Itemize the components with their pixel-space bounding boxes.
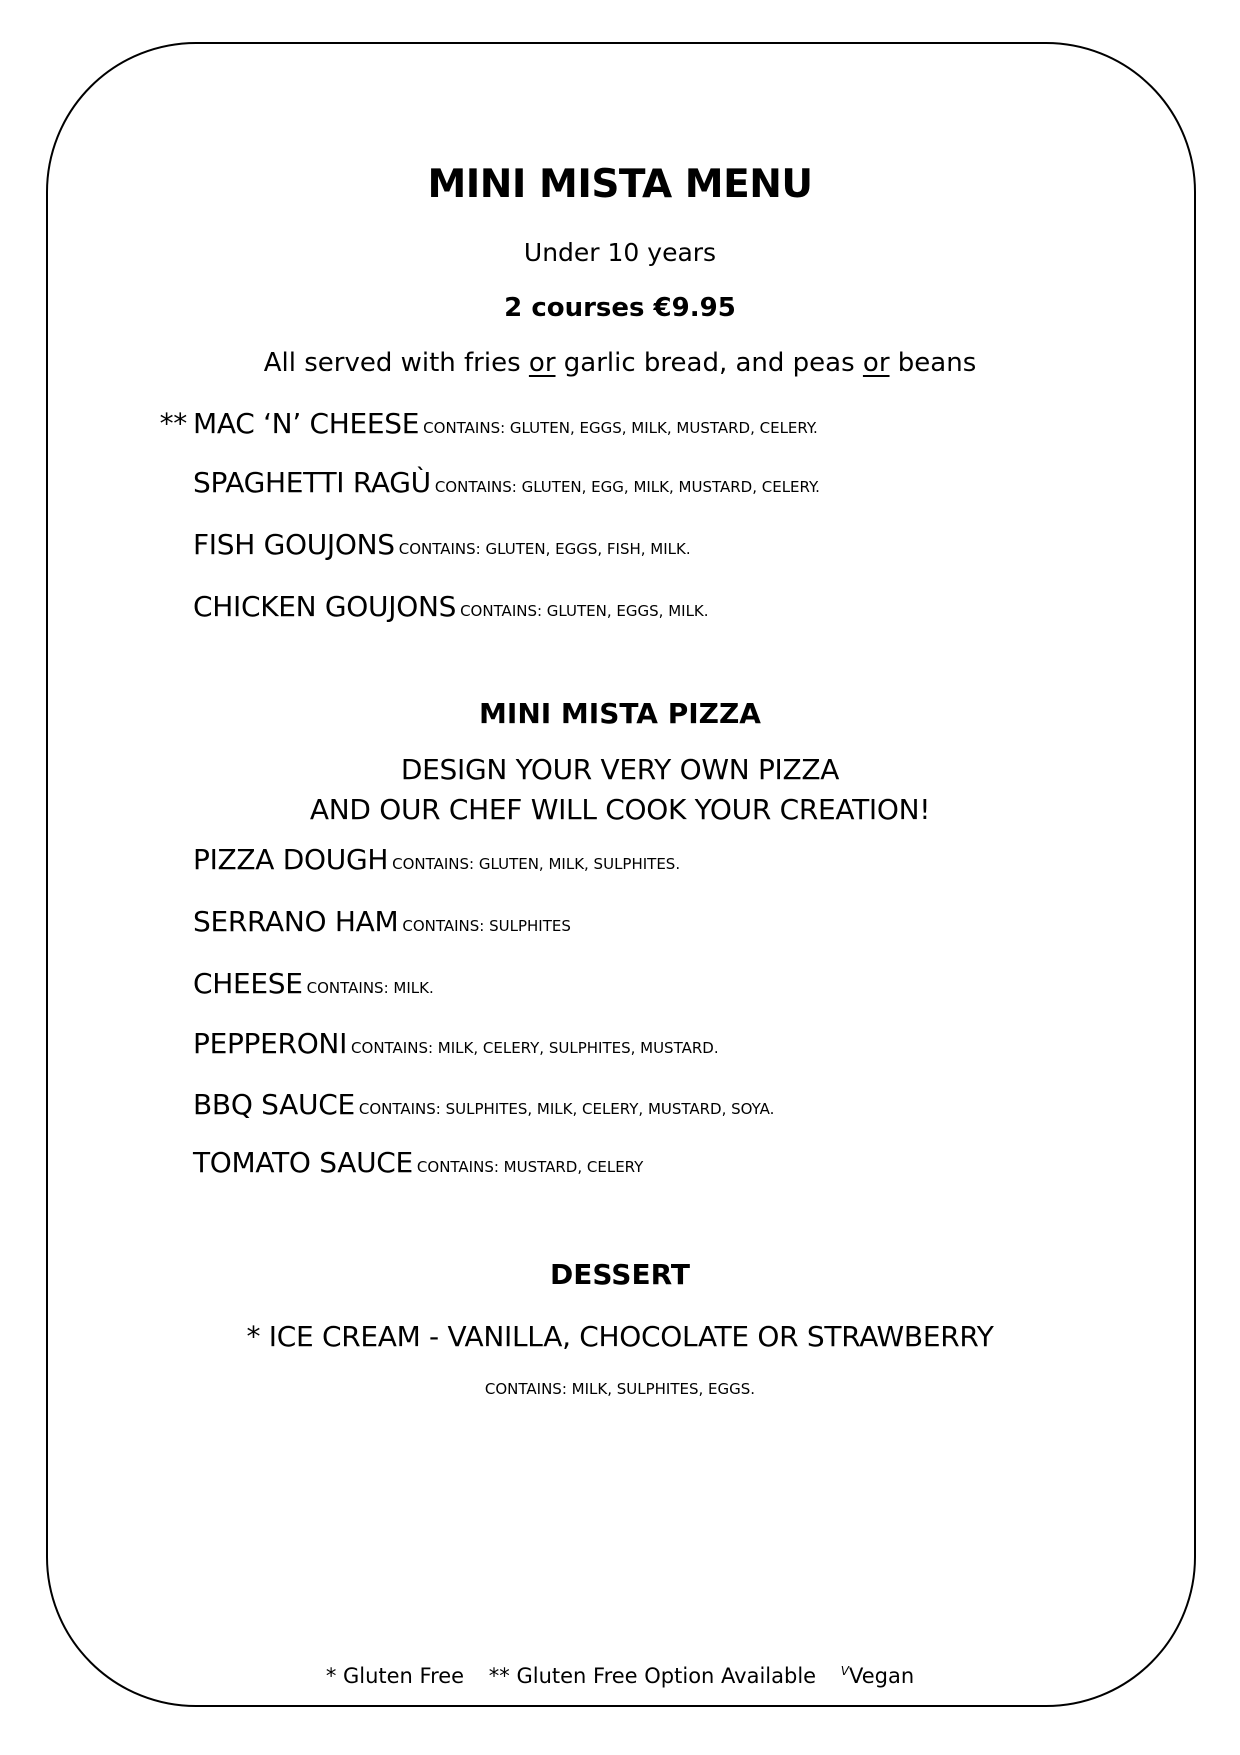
sides-text: beans <box>889 348 977 378</box>
sides-text: garlic bread, and peas <box>555 348 863 378</box>
item-name: SERRANO HAM <box>193 905 399 938</box>
item-name: PEPPERONI <box>193 1027 348 1060</box>
item-name: BBQ SAUCE <box>193 1088 355 1121</box>
legend-vegan <box>841 1664 914 1688</box>
or-underlined: or <box>528 348 556 378</box>
pizza-heading: MINI MISTA PIZZA <box>479 697 761 730</box>
pizza-item <box>193 1027 719 1060</box>
item-allergens: CONTAINS: GLUTEN, EGGS, MILK, MUSTARD, CELERY. <box>423 419 818 437</box>
pizza-description <box>0 750 1240 830</box>
or-underlined: or <box>862 348 890 378</box>
menu-title: MINI MISTA MENU <box>427 162 813 207</box>
item-allergens: CONTAINS: SULPHITES <box>402 917 571 935</box>
dessert-item: * ICE CREAM - VANILLA, CHOCOLATE OR STRAWBERRY <box>246 1320 994 1353</box>
legend-gluten-free: * Gluten Free <box>325 1664 465 1688</box>
pizza-item <box>193 843 680 876</box>
item-name: PIZZA DOUGH <box>193 843 389 876</box>
dessert-heading: DESSERT <box>550 1258 690 1291</box>
pizza-item <box>193 905 571 938</box>
item-allergens: CONTAINS: MUSTARD, CELERY <box>416 1158 644 1176</box>
item-allergens: CONTAINS: MILK, CELERY, SULPHITES, MUSTARD. <box>351 1039 719 1057</box>
item-name: MAC ‘N’ CHEESE <box>193 407 420 440</box>
item-name: CHICKEN GOUJONS <box>193 590 457 623</box>
item-allergens: CONTAINS: GLUTEN, EGGS, FISH, MILK. <box>398 540 691 558</box>
pizza-item <box>193 967 434 1000</box>
sides-note <box>0 348 1240 378</box>
legend-gluten-free-option: ** Gluten Free Option Available <box>488 1664 817 1688</box>
menu-item <box>193 466 820 499</box>
menu-item <box>159 407 818 440</box>
dietary-legend <box>0 1664 1240 1688</box>
item-name: FISH GOUJONS <box>193 528 395 561</box>
menu-item <box>193 528 691 561</box>
vegan-label: Vegan <box>849 1664 915 1688</box>
price-line: 2 courses €9.95 <box>504 293 736 323</box>
item-name: TOMATO SAUCE <box>193 1146 413 1179</box>
pizza-item <box>193 1146 643 1179</box>
item-allergens: CONTAINS: GLUTEN, MILK, SULPHITES. <box>392 855 681 873</box>
vegan-mark: V <box>840 1664 849 1678</box>
dessert-allergens: CONTAINS: MILK, SULPHITES, EGGS. <box>484 1380 756 1398</box>
item-allergens: CONTAINS: GLUTEN, EGG, MILK, MUSTARD, CELERY. <box>434 478 820 496</box>
age-note: Under 10 years <box>523 238 717 267</box>
sides-text: All served with fries <box>263 348 529 378</box>
pizza-item <box>193 1088 774 1121</box>
item-allergens: CONTAINS: GLUTEN, EGGS, MILK. <box>460 602 709 620</box>
item-name: CHEESE <box>193 967 303 1000</box>
pizza-line: AND OUR CHEF WILL COOK YOUR CREATION! <box>309 793 931 826</box>
pizza-line: DESIGN YOUR VERY OWN PIZZA <box>400 753 840 786</box>
gluten-option-mark: ** <box>159 407 187 440</box>
item-allergens: CONTAINS: SULPHITES, MILK, CELERY, MUSTARD, SOYA. <box>358 1100 775 1118</box>
item-allergens: CONTAINS: MILK. <box>306 979 434 997</box>
menu-item <box>193 590 709 623</box>
item-name: SPAGHETTI RAGÙ <box>193 466 431 499</box>
